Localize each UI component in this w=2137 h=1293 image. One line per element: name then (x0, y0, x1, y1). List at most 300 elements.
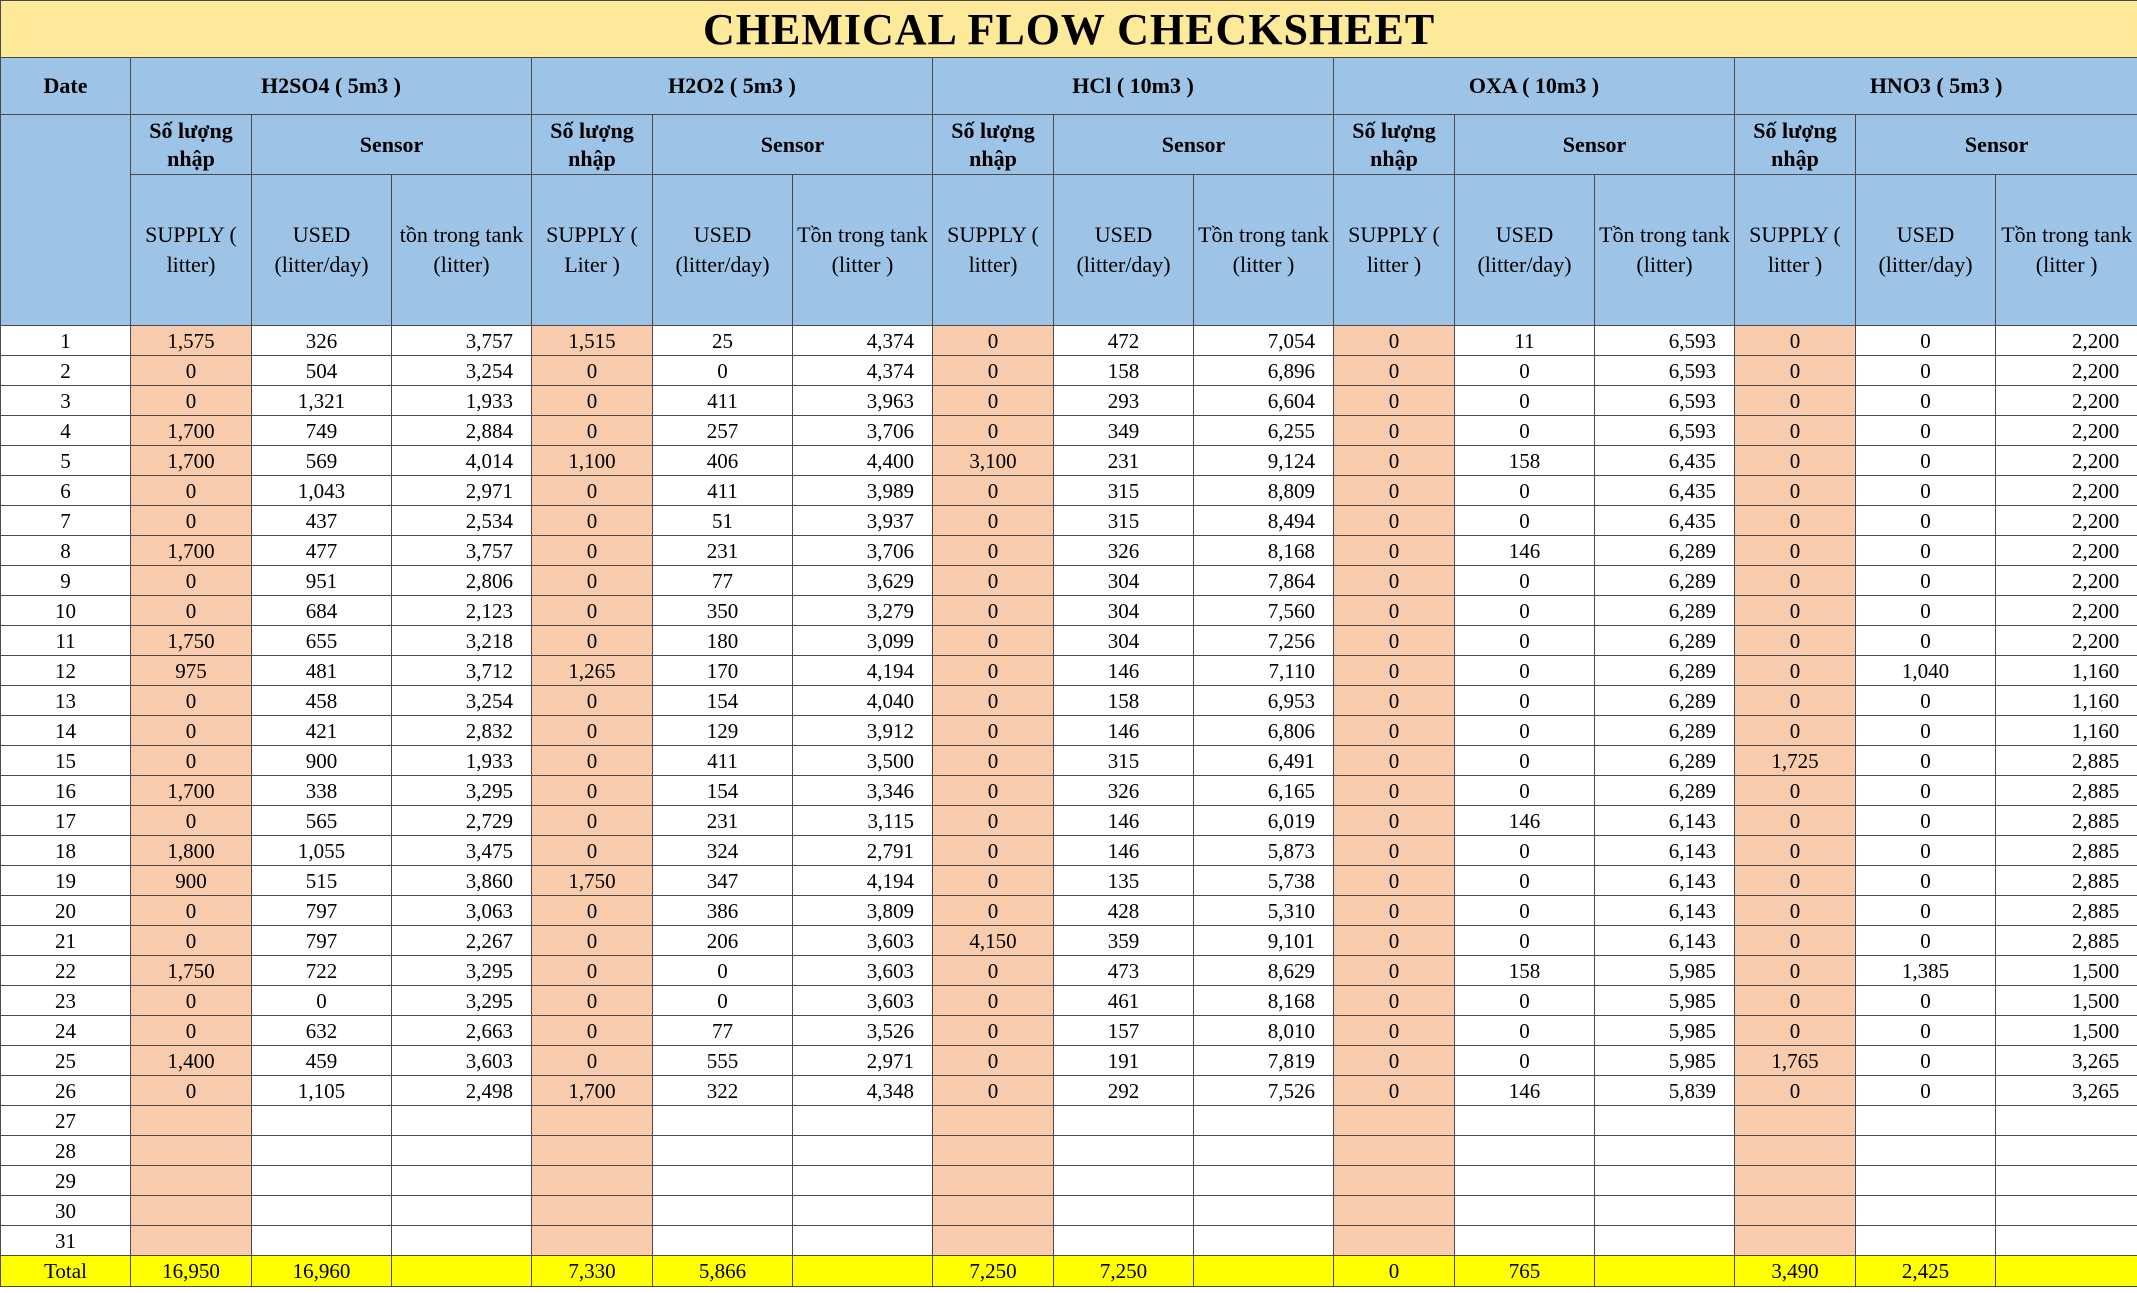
data-cell[interactable]: 146 (1054, 836, 1194, 866)
data-cell[interactable]: 1,400 (131, 1046, 252, 1076)
total-cell[interactable] (1595, 1256, 1735, 1287)
data-cell[interactable]: 3,063 (392, 896, 532, 926)
data-cell[interactable] (1735, 1136, 1856, 1166)
data-cell[interactable]: 6,491 (1194, 746, 1334, 776)
data-cell[interactable]: 0 (1334, 686, 1455, 716)
data-cell[interactable]: 7,054 (1194, 326, 1334, 356)
data-cell[interactable]: 2,663 (392, 1016, 532, 1046)
data-cell[interactable]: 158 (1455, 446, 1595, 476)
data-cell[interactable]: 0 (1856, 596, 1996, 626)
data-cell[interactable]: 0 (1735, 896, 1856, 926)
data-cell[interactable]: 0 (131, 1076, 252, 1106)
data-cell[interactable]: 0 (131, 746, 252, 776)
date-cell[interactable]: 22 (1, 956, 131, 986)
data-cell[interactable]: 6,143 (1595, 926, 1735, 956)
data-cell[interactable]: 1,515 (532, 326, 653, 356)
data-cell[interactable]: 0 (1856, 776, 1996, 806)
data-cell[interactable]: 0 (252, 986, 392, 1016)
data-cell[interactable] (1334, 1166, 1455, 1196)
data-cell[interactable]: 0 (933, 1016, 1054, 1046)
data-cell[interactable] (1996, 1196, 2137, 1226)
data-cell[interactable] (1856, 1226, 1996, 1256)
data-cell[interactable]: 0 (933, 686, 1054, 716)
data-cell[interactable]: 0 (1735, 626, 1856, 656)
data-cell[interactable]: 0 (532, 836, 653, 866)
data-cell[interactable]: 3,265 (1996, 1076, 2137, 1106)
data-cell[interactable]: 0 (1334, 776, 1455, 806)
data-cell[interactable]: 1,800 (131, 836, 252, 866)
data-cell[interactable]: 293 (1054, 386, 1194, 416)
data-cell[interactable]: 655 (252, 626, 392, 656)
total-cell[interactable]: 16,950 (131, 1256, 252, 1287)
data-cell[interactable]: 0 (1856, 386, 1996, 416)
data-cell[interactable]: 0 (532, 596, 653, 626)
data-cell[interactable]: 0 (1334, 476, 1455, 506)
data-cell[interactable]: 2,885 (1996, 836, 2137, 866)
data-cell[interactable]: 0 (532, 416, 653, 446)
data-cell[interactable]: 0 (1334, 806, 1455, 836)
data-cell[interactable]: 0 (1856, 866, 1996, 896)
data-cell[interactable]: 0 (1735, 866, 1856, 896)
data-cell[interactable]: 0 (1735, 566, 1856, 596)
data-cell[interactable]: 1,040 (1856, 656, 1996, 686)
data-cell[interactable]: 481 (252, 656, 392, 686)
data-cell[interactable]: 4,040 (793, 686, 933, 716)
data-cell[interactable]: 2,200 (1996, 506, 2137, 536)
total-cell[interactable] (793, 1256, 933, 1287)
data-cell[interactable]: 5,873 (1194, 836, 1334, 866)
data-cell[interactable]: 0 (933, 956, 1054, 986)
data-cell[interactable]: 1,055 (252, 836, 392, 866)
data-cell[interactable]: 0 (1334, 416, 1455, 446)
data-cell[interactable]: 2,200 (1996, 566, 2137, 596)
data-cell[interactable]: 8,629 (1194, 956, 1334, 986)
data-cell[interactable] (1455, 1196, 1595, 1226)
data-cell[interactable]: 0 (1455, 896, 1595, 926)
data-cell[interactable]: 1,750 (131, 956, 252, 986)
data-cell[interactable] (1054, 1136, 1194, 1166)
data-cell[interactable]: 3,757 (392, 326, 532, 356)
data-cell[interactable]: 6,435 (1595, 476, 1735, 506)
data-cell[interactable]: 0 (933, 716, 1054, 746)
data-cell[interactable]: 3,295 (392, 776, 532, 806)
data-cell[interactable]: 3,218 (392, 626, 532, 656)
data-cell[interactable]: 0 (1735, 1076, 1856, 1106)
data-cell[interactable]: 0 (1856, 626, 1996, 656)
data-cell[interactable] (252, 1196, 392, 1226)
data-cell[interactable]: 0 (532, 716, 653, 746)
data-cell[interactable]: 0 (1334, 956, 1455, 986)
data-cell[interactable] (1595, 1196, 1735, 1226)
data-cell[interactable]: 315 (1054, 476, 1194, 506)
data-cell[interactable]: 421 (252, 716, 392, 746)
data-cell[interactable]: 0 (1334, 596, 1455, 626)
data-cell[interactable]: 0 (933, 836, 1054, 866)
data-cell[interactable] (1996, 1166, 2137, 1196)
data-cell[interactable] (653, 1196, 793, 1226)
data-cell[interactable]: 2,885 (1996, 776, 2137, 806)
data-cell[interactable]: 437 (252, 506, 392, 536)
data-cell[interactable]: 6,289 (1595, 686, 1735, 716)
date-cell[interactable]: 24 (1, 1016, 131, 1046)
data-cell[interactable]: 0 (1455, 986, 1595, 1016)
date-cell[interactable]: 10 (1, 596, 131, 626)
data-cell[interactable]: 6,143 (1595, 866, 1735, 896)
data-cell[interactable]: 0 (933, 356, 1054, 386)
data-cell[interactable]: 3,603 (392, 1046, 532, 1076)
data-cell[interactable]: 0 (1455, 866, 1595, 896)
total-label[interactable]: Total (1, 1256, 131, 1287)
data-cell[interactable]: 304 (1054, 566, 1194, 596)
data-cell[interactable]: 0 (532, 1016, 653, 1046)
data-cell[interactable]: 411 (653, 386, 793, 416)
data-cell[interactable]: 2,885 (1996, 746, 2137, 776)
data-cell[interactable]: 146 (1054, 806, 1194, 836)
data-cell[interactable] (1054, 1226, 1194, 1256)
data-cell[interactable]: 304 (1054, 626, 1194, 656)
data-cell[interactable] (392, 1226, 532, 1256)
data-cell[interactable]: 0 (1455, 656, 1595, 686)
date-cell[interactable]: 19 (1, 866, 131, 896)
data-cell[interactable]: 0 (1856, 506, 1996, 536)
data-cell[interactable]: 3,603 (793, 986, 933, 1016)
data-cell[interactable]: 0 (1735, 386, 1856, 416)
date-cell[interactable]: 9 (1, 566, 131, 596)
data-cell[interactable] (392, 1106, 532, 1136)
data-cell[interactable]: 2,200 (1996, 416, 2137, 446)
data-cell[interactable]: 6,019 (1194, 806, 1334, 836)
data-cell[interactable]: 0 (1334, 536, 1455, 566)
data-cell[interactable]: 1,043 (252, 476, 392, 506)
data-cell[interactable] (933, 1226, 1054, 1256)
date-cell[interactable]: 25 (1, 1046, 131, 1076)
data-cell[interactable]: 1,750 (131, 626, 252, 656)
data-cell[interactable]: 4,348 (793, 1076, 933, 1106)
data-cell[interactable]: 0 (131, 686, 252, 716)
data-cell[interactable]: 0 (1334, 896, 1455, 926)
data-cell[interactable]: 2,832 (392, 716, 532, 746)
data-cell[interactable]: 0 (1455, 416, 1595, 446)
data-cell[interactable]: 8,168 (1194, 536, 1334, 566)
data-cell[interactable]: 2,200 (1996, 536, 2137, 566)
data-cell[interactable]: 3,603 (793, 956, 933, 986)
data-cell[interactable]: 146 (1054, 716, 1194, 746)
data-cell[interactable]: 0 (532, 626, 653, 656)
date-cell[interactable]: 5 (1, 446, 131, 476)
data-cell[interactable]: 0 (532, 776, 653, 806)
data-cell[interactable]: 1,765 (1735, 1046, 1856, 1076)
data-cell[interactable]: 0 (1856, 326, 1996, 356)
data-cell[interactable]: 6,289 (1595, 626, 1735, 656)
data-cell[interactable]: 3,937 (793, 506, 933, 536)
data-cell[interactable] (1735, 1166, 1856, 1196)
data-cell[interactable]: 6,289 (1595, 746, 1735, 776)
data-cell[interactable]: 0 (1735, 536, 1856, 566)
data-cell[interactable] (1735, 1226, 1856, 1256)
data-cell[interactable]: 5,985 (1595, 986, 1735, 1016)
data-cell[interactable]: 7,110 (1194, 656, 1334, 686)
total-cell[interactable]: 0 (1334, 1256, 1455, 1287)
data-cell[interactable]: 146 (1054, 656, 1194, 686)
data-cell[interactable]: 2,971 (392, 476, 532, 506)
data-cell[interactable]: 7,256 (1194, 626, 1334, 656)
data-cell[interactable]: 0 (1856, 566, 1996, 596)
data-cell[interactable] (933, 1136, 1054, 1166)
data-cell[interactable]: 0 (1735, 326, 1856, 356)
data-cell[interactable]: 0 (532, 986, 653, 1016)
data-cell[interactable]: 1,500 (1996, 1016, 2137, 1046)
data-cell[interactable]: 6,143 (1595, 836, 1735, 866)
data-cell[interactable] (1334, 1136, 1455, 1166)
data-cell[interactable] (131, 1136, 252, 1166)
data-cell[interactable]: 5,738 (1194, 866, 1334, 896)
data-cell[interactable]: 359 (1054, 926, 1194, 956)
data-cell[interactable]: 8,010 (1194, 1016, 1334, 1046)
date-cell[interactable]: 2 (1, 356, 131, 386)
data-cell[interactable]: 0 (1455, 926, 1595, 956)
data-cell[interactable]: 0 (1735, 446, 1856, 476)
data-cell[interactable] (653, 1226, 793, 1256)
data-cell[interactable]: 0 (933, 986, 1054, 1016)
data-cell[interactable]: 0 (1735, 656, 1856, 686)
data-cell[interactable]: 7,526 (1194, 1076, 1334, 1106)
data-cell[interactable]: 0 (1856, 686, 1996, 716)
total-cell[interactable] (1194, 1256, 1334, 1287)
data-cell[interactable]: 7,864 (1194, 566, 1334, 596)
data-cell[interactable] (1856, 1196, 1996, 1226)
data-cell[interactable] (933, 1196, 1054, 1226)
date-cell[interactable]: 30 (1, 1196, 131, 1226)
data-cell[interactable]: 749 (252, 416, 392, 446)
data-cell[interactable]: 0 (532, 506, 653, 536)
data-cell[interactable]: 0 (1735, 476, 1856, 506)
data-cell[interactable] (252, 1136, 392, 1166)
data-cell[interactable]: 0 (1334, 386, 1455, 416)
data-cell[interactable]: 2,267 (392, 926, 532, 956)
data-cell[interactable]: 3,500 (793, 746, 933, 776)
data-cell[interactable]: 0 (1735, 596, 1856, 626)
data-cell[interactable]: 0 (131, 386, 252, 416)
data-cell[interactable] (793, 1166, 933, 1196)
data-cell[interactable]: 3,526 (793, 1016, 933, 1046)
data-cell[interactable]: 135 (1054, 866, 1194, 896)
data-cell[interactable] (1455, 1106, 1595, 1136)
data-cell[interactable]: 3,989 (793, 476, 933, 506)
data-cell[interactable] (1996, 1106, 2137, 1136)
data-cell[interactable]: 1,160 (1996, 656, 2137, 686)
data-cell[interactable]: 4,194 (793, 866, 933, 896)
data-cell[interactable]: 1,500 (1996, 956, 2137, 986)
data-cell[interactable]: 0 (131, 926, 252, 956)
data-cell[interactable]: 4,150 (933, 926, 1054, 956)
data-cell[interactable]: 3,099 (793, 626, 933, 656)
data-cell[interactable]: 0 (1856, 896, 1996, 926)
data-cell[interactable]: 0 (1455, 476, 1595, 506)
date-cell[interactable]: 16 (1, 776, 131, 806)
data-cell[interactable]: 411 (653, 746, 793, 776)
data-cell[interactable]: 6,953 (1194, 686, 1334, 716)
data-cell[interactable]: 5,985 (1595, 1046, 1735, 1076)
data-cell[interactable]: 0 (532, 746, 653, 776)
data-cell[interactable]: 5,310 (1194, 896, 1334, 926)
data-cell[interactable] (252, 1166, 392, 1196)
data-cell[interactable]: 6,289 (1595, 596, 1735, 626)
data-cell[interactable]: 2,200 (1996, 476, 2137, 506)
data-cell[interactable]: 1,160 (1996, 686, 2137, 716)
total-cell[interactable]: 16,960 (252, 1256, 392, 1287)
data-cell[interactable]: 428 (1054, 896, 1194, 926)
date-cell[interactable]: 14 (1, 716, 131, 746)
data-cell[interactable]: 0 (1735, 1016, 1856, 1046)
total-cell[interactable]: 5,866 (653, 1256, 793, 1287)
data-cell[interactable]: 6,143 (1595, 806, 1735, 836)
data-cell[interactable]: 6,593 (1595, 416, 1735, 446)
data-cell[interactable]: 0 (1455, 1016, 1595, 1046)
data-cell[interactable] (1194, 1166, 1334, 1196)
date-cell[interactable]: 31 (1, 1226, 131, 1256)
data-cell[interactable] (1595, 1136, 1735, 1166)
data-cell[interactable]: 6,806 (1194, 716, 1334, 746)
data-cell[interactable]: 2,498 (392, 1076, 532, 1106)
data-cell[interactable]: 5,985 (1595, 1016, 1735, 1046)
data-cell[interactable]: 3,809 (793, 896, 933, 926)
data-cell[interactable]: 2,791 (793, 836, 933, 866)
data-cell[interactable]: 77 (653, 1016, 793, 1046)
data-cell[interactable]: 0 (933, 866, 1054, 896)
data-cell[interactable]: 3,860 (392, 866, 532, 896)
data-cell[interactable]: 0 (131, 356, 252, 386)
date-cell[interactable]: 28 (1, 1136, 131, 1166)
data-cell[interactable] (1194, 1136, 1334, 1166)
data-cell[interactable]: 0 (1735, 506, 1856, 536)
data-cell[interactable]: 3,475 (392, 836, 532, 866)
data-cell[interactable]: 5,985 (1595, 956, 1735, 986)
date-cell[interactable]: 4 (1, 416, 131, 446)
data-cell[interactable]: 0 (1856, 746, 1996, 776)
data-cell[interactable]: 1,160 (1996, 716, 2137, 746)
data-cell[interactable]: 0 (131, 506, 252, 536)
date-cell[interactable]: 18 (1, 836, 131, 866)
data-cell[interactable]: 3,254 (392, 356, 532, 386)
data-cell[interactable]: 3,295 (392, 956, 532, 986)
data-cell[interactable]: 11 (1455, 326, 1595, 356)
data-cell[interactable]: 6,593 (1595, 386, 1735, 416)
data-cell[interactable]: 1,750 (532, 866, 653, 896)
data-cell[interactable]: 0 (1735, 986, 1856, 1016)
data-cell[interactable]: 326 (1054, 536, 1194, 566)
data-cell[interactable]: 0 (1334, 1046, 1455, 1076)
data-cell[interactable]: 0 (1334, 986, 1455, 1016)
data-cell[interactable]: 315 (1054, 746, 1194, 776)
data-cell[interactable]: 1,700 (131, 776, 252, 806)
data-cell[interactable]: 6,435 (1595, 446, 1735, 476)
data-cell[interactable]: 3,712 (392, 656, 532, 686)
date-cell[interactable]: 1 (1, 326, 131, 356)
data-cell[interactable]: 0 (1334, 1076, 1455, 1106)
data-cell[interactable]: 1,725 (1735, 746, 1856, 776)
data-cell[interactable] (1595, 1226, 1735, 1256)
data-cell[interactable]: 0 (131, 476, 252, 506)
data-cell[interactable]: 0 (933, 506, 1054, 536)
data-cell[interactable] (1595, 1106, 1735, 1136)
data-cell[interactable]: 0 (1455, 626, 1595, 656)
data-cell[interactable]: 797 (252, 896, 392, 926)
data-cell[interactable]: 0 (933, 806, 1054, 836)
data-cell[interactable]: 146 (1455, 1076, 1595, 1106)
data-cell[interactable]: 0 (1334, 716, 1455, 746)
data-cell[interactable]: 0 (532, 926, 653, 956)
data-cell[interactable]: 0 (1334, 836, 1455, 866)
data-cell[interactable]: 0 (1455, 686, 1595, 716)
data-cell[interactable]: 684 (252, 596, 392, 626)
data-cell[interactable] (1735, 1196, 1856, 1226)
data-cell[interactable] (1054, 1166, 1194, 1196)
data-cell[interactable]: 3,100 (933, 446, 1054, 476)
data-cell[interactable]: 0 (933, 416, 1054, 446)
data-cell[interactable]: 0 (933, 776, 1054, 806)
data-cell[interactable]: 3,757 (392, 536, 532, 566)
data-cell[interactable]: 6,289 (1595, 776, 1735, 806)
data-cell[interactable]: 6,896 (1194, 356, 1334, 386)
data-cell[interactable]: 4,194 (793, 656, 933, 686)
data-cell[interactable]: 900 (131, 866, 252, 896)
total-cell[interactable] (392, 1256, 532, 1287)
data-cell[interactable]: 1,500 (1996, 986, 2137, 1016)
data-cell[interactable]: 1,321 (252, 386, 392, 416)
date-cell[interactable]: 11 (1, 626, 131, 656)
data-cell[interactable]: 0 (1334, 356, 1455, 386)
data-cell[interactable]: 324 (653, 836, 793, 866)
data-cell[interactable]: 0 (131, 806, 252, 836)
data-cell[interactable]: 8,809 (1194, 476, 1334, 506)
data-cell[interactable]: 1,933 (392, 746, 532, 776)
data-cell[interactable]: 0 (1735, 686, 1856, 716)
data-cell[interactable]: 191 (1054, 1046, 1194, 1076)
data-cell[interactable] (392, 1136, 532, 1166)
date-cell[interactable]: 8 (1, 536, 131, 566)
total-cell[interactable]: 7,250 (1054, 1256, 1194, 1287)
data-cell[interactable]: 1,575 (131, 326, 252, 356)
data-cell[interactable]: 0 (532, 536, 653, 566)
data-cell[interactable]: 0 (1735, 806, 1856, 836)
data-cell[interactable]: 0 (933, 626, 1054, 656)
date-cell[interactable]: 7 (1, 506, 131, 536)
data-cell[interactable]: 6,289 (1595, 716, 1735, 746)
data-cell[interactable]: 461 (1054, 986, 1194, 1016)
data-cell[interactable]: 77 (653, 566, 793, 596)
data-cell[interactable]: 304 (1054, 596, 1194, 626)
data-cell[interactable]: 3,963 (793, 386, 933, 416)
data-cell[interactable]: 6,289 (1595, 656, 1735, 686)
data-cell[interactable]: 0 (1735, 956, 1856, 986)
data-cell[interactable]: 473 (1054, 956, 1194, 986)
data-cell[interactable]: 158 (1054, 686, 1194, 716)
data-cell[interactable]: 0 (532, 356, 653, 386)
data-cell[interactable]: 2,200 (1996, 626, 2137, 656)
data-cell[interactable] (1455, 1136, 1595, 1166)
data-cell[interactable]: 0 (532, 806, 653, 836)
data-cell[interactable]: 9,101 (1194, 926, 1334, 956)
data-cell[interactable] (1334, 1196, 1455, 1226)
data-cell[interactable]: 6,255 (1194, 416, 1334, 446)
data-cell[interactable]: 0 (1856, 926, 1996, 956)
data-cell[interactable]: 0 (1334, 926, 1455, 956)
data-cell[interactable]: 0 (1856, 356, 1996, 386)
data-cell[interactable]: 2,885 (1996, 926, 2137, 956)
data-cell[interactable]: 158 (1455, 956, 1595, 986)
date-cell[interactable]: 6 (1, 476, 131, 506)
data-cell[interactable] (1856, 1166, 1996, 1196)
